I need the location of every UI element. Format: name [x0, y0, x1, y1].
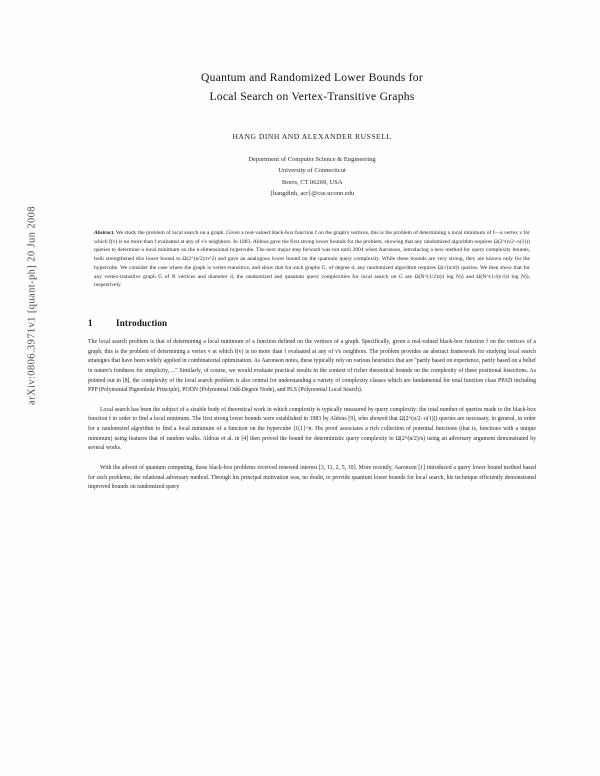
section-number: 1: [88, 318, 93, 329]
paper-title-line-1: Quantum and Randomized Lower Bounds for: [201, 71, 423, 84]
section-title: Introduction: [116, 318, 168, 329]
paragraph-3: With the advent of quantum computing, these black-box problems received renewed interest [3, 11, 2, 5, 10]. More recently, Aaronson [1] introduced a query lower bound method based for such problems; the relational adversary method. Through his principal motivation was, no doubt, to provide quantum lower bounds for local search, his technique efficiently demonstrated improved bounds on randomized query: [88, 464, 536, 491]
abstract-text: We study the problem of local search on a graph. Given a real-valued black-box function f on the graph's vertices, this is the problem of determining a local minimum of f—a vertex v for which f(v) is no more than f evaluated at any of v's neighbors. In 1983, Aldous gave the first strong lower bounds for the problem, showing that any randomized algorithm requires Ω(2^(n/2−o(1))) queries to determine a local minimum on the n-dimensional hypercube. The next major step forward was not until 2004 when Aaronson, introducing a new method for query complexity bounds, both strengthened this lower bound to Ω(2^(n/2)/n^2) and gave an analogous lower bound on the quantum query complexity. While these bounds are very strong, they are known only for the hypercube. We consider the case where the graph is vertex-transitive, and show that for such graphs G, of degree d, any randomized algorithm requires Ω(√(n/d)) queries. We then show that for any vertex-transitive graph G of N vertices and diameter d, the randomized and quantum query complexities for local search on G are Ω(N^(1/2)/(d log N)) and Ω(N^(1/4)/√(d log N)), respectively.: [94, 229, 530, 289]
affiliation-line-city: Storrs, CT 06269, USA: [281, 178, 343, 186]
affiliation-line-email: {hangdinh, acr}@cse.uconn.edu: [269, 189, 355, 197]
paper-content-column: [88, 0, 536, 776]
author-list: HANG DINH AND ALEXANDER RUSSELL: [232, 132, 392, 142]
affiliation-block: [88, 154, 536, 199]
paper-title-line-2: Local Search on Vertex-Transitive Graphs: [209, 90, 415, 104]
affiliation-line-university: University of Connecticut: [278, 167, 346, 175]
paragraph-1: The local search problem is that of determining a local minimum of a function defined on the vertices of a graph. Specifically, given a real-valued black-box function f on the vertices of a graph, this is the problem of determining a vertex v at which f(v) is no more than f evaluated at any of v's neighbors. The problem provides an abstract framework for studying local search strategies that have been widely applied in combinatorial optimization. As Aaronson notes, these typically rely on various heuristics that are "partly based on experience, partly based on a belief in nature's fondness for simplicity, ..." Similarly, of course, we would evaluate practical results in the context of richer theoretical bounds on the complexity of these positional bisections. As pointed out in [8], the complexity of the local search problem is also central for understanding a variety of complexity classes which are fundamental for total function class PPAD including PPP (Polynomial Pigeonhole Principle), PODN (Polynomial Odd-Degree Node), and PLS (Polynomial Local Search).: [88, 339, 536, 394]
section-heading-introduction: [88, 318, 536, 328]
paragraph-2: Local search has been the subject of a sizable body of theoretical work in which complexity is typically measured by query complexity: the total number of queries made to the black-box function f in order to find a local minimum. The first strong lower bounds were established in 1983 by Aldous [9], who showed that Ω(2^(n/2−o(1))) queries are necessary, in general, in order for a randomized algorithm to find a local minimum of a function on the hypercube {0,1}^n. His proof associates a rich collection of potential functions (that is, functions with a unique minimum) using features that of random walks. Aldous et al. in [4] then proved the bound for deterministic query complexity to Ω(2^(n/2)/n) using an adversary argument demonstrated by several works.: [88, 406, 536, 452]
abstract-block: [88, 229, 536, 290]
paper-title: [88, 68, 536, 106]
abstract-label: Abstract.: [94, 229, 115, 236]
arxiv-identifier-stamp: arXiv:0806.3971v1 [quant-ph] 20 Jun 2008: [26, 206, 38, 405]
affiliation-line-department: Department of Computer Science & Engineering: [248, 156, 376, 164]
